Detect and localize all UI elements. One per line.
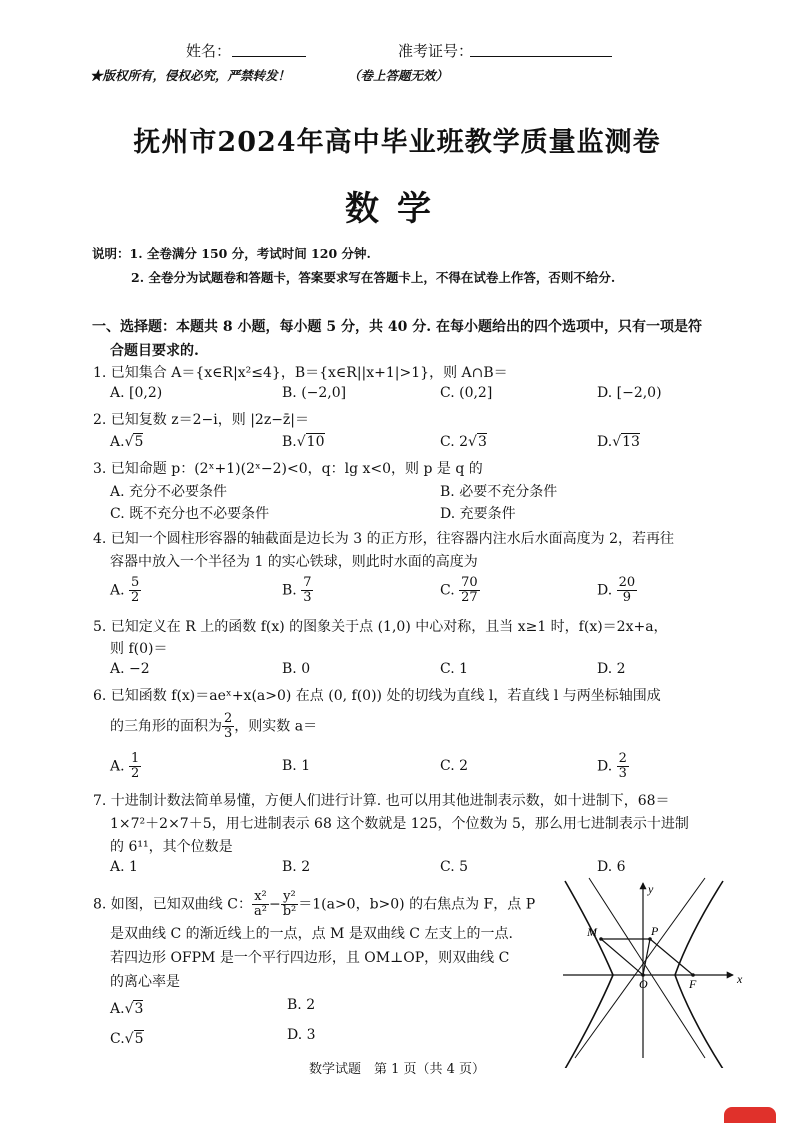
subject-title: 数学 (345, 189, 449, 229)
q8-option-a[interactable]: A.√3 (110, 1001, 144, 1017)
q3-stem: 3. 已知命题 p：(2ˣ+1)(2ˣ−2)<0，q：lg x<0，则 p 是 q 的 (93, 461, 483, 477)
label-o: O (639, 977, 648, 991)
section-heading-cont: 合题目要求的. (110, 343, 199, 359)
q2-option-d[interactable]: D.√13 (597, 434, 640, 450)
q4-option-c[interactable]: C. $\frac{70}{27}$ (440, 575, 478, 605)
q1-stem: 1. 已知集合 A＝{x∈R|x²≤4}，B＝{x∈R||x+1|>1}，则 A∩B＝ (93, 365, 508, 381)
segment-pf (650, 939, 693, 975)
exam-title: 抚州市2024年高中毕业班教学质量监测卷 (133, 127, 661, 158)
label-m: M (587, 925, 597, 939)
label-y: y (648, 882, 654, 896)
hyperbola-figure (555, 873, 755, 1068)
q2-option-c[interactable]: C. 2√3 (440, 434, 487, 450)
q6-option-c[interactable]: C. 2 (440, 758, 469, 774)
q2-option-a[interactable]: A.√5 (110, 434, 144, 450)
q7-option-b[interactable]: B. 2 (282, 859, 311, 875)
segment-op (643, 939, 650, 975)
instruction-1: 说明：1. 全卷满分 150 分，考试时间 120 分钟. (92, 246, 371, 261)
q8-stem: 8. 如图，已知双曲线 C： $\frac{\text{x²}}{\text{a²}}$ − $\frac{\text{y²}}{\text{b²}}$ ＝1(a>0，b>0) 的右焦点为 F，点 P (93, 889, 536, 919)
q7-stem-cont1: 1×7²＋2×7＋5，用七进制表示 68 这个数就是 125，个位数为 5，那么用七进制表示十进制 (110, 816, 689, 832)
q4-option-a[interactable]: A. $\frac{5}{2}$ (110, 575, 140, 605)
q1-option-c[interactable]: C. (0,2] (440, 385, 493, 401)
q8-option-c[interactable]: C.√5 (110, 1031, 144, 1047)
q3-option-a[interactable]: A. 充分不必要条件 (110, 484, 228, 500)
q4-stem: 4. 已知一个圆柱形容器的轴截面是边长为 3 的正方形，往容器内注水后水面高度为 2，若再往 (93, 531, 674, 547)
page-footer: 数学试题 第 1 页（共 4 页） (308, 1062, 486, 1077)
q6-stem-cont: 的三角形的面积为 $\frac{2}{3}$ ，则实数 a＝ (110, 711, 318, 741)
q5-option-b[interactable]: B. 0 (282, 661, 311, 677)
q6-option-d[interactable]: D. $\frac{2}{3}$ (597, 751, 627, 781)
answer-invalid-note: （卷上答题无效） (348, 68, 449, 83)
q8-option-b[interactable]: B. 2 (287, 997, 316, 1013)
q1-option-b[interactable]: B. (−2,0] (282, 385, 347, 401)
q8-stem-cont2: 若四边形 OFPM 是一个平行四边形，且 OM⊥OP，则双曲线 C (110, 950, 510, 966)
asymptote-2 (589, 878, 705, 1058)
exam-number-blank[interactable] (470, 42, 612, 57)
section-heading: 一、选择题：本题共 8 小题，每小题 5 分，共 40 分. 在每小题给出的四个选项中，只有一项是符 (92, 319, 702, 335)
q6-stem: 6. 已知函数 f(x)＝aeˣ+x(a>0) 在点 (0, f(0)) 处的切线为直线 l，若直线 l 与两坐标轴围成 (93, 688, 661, 704)
q8-stem-cont3: 的离心率是 (110, 974, 180, 990)
q4-option-b[interactable]: B. $\frac{7}{3}$ (282, 575, 312, 605)
q4-option-d[interactable]: D. $\frac{20}{9}$ (597, 575, 636, 605)
q2-option-b[interactable]: B.√10 (282, 434, 325, 450)
q1-option-d[interactable]: D. [−2,0) (597, 385, 662, 401)
q7-stem-cont2: 的 6¹¹，其个位数是 (110, 839, 233, 855)
q4-stem-cont: 容器中放入一个半径为 1 的实心铁球，则此时水面的高度为 (110, 554, 478, 570)
q6-option-b[interactable]: B. 1 (282, 758, 311, 774)
q3-option-c[interactable]: C. 既不充分也不必要条件 (110, 506, 270, 522)
q5-stem-cont: 则 f(0)＝ (110, 641, 168, 657)
name-label: 姓名： (186, 42, 232, 60)
q8-option-d[interactable]: D. 3 (287, 1027, 316, 1043)
label-f: F (689, 977, 697, 991)
q6-option-a[interactable]: A. $\frac{1}{2}$ (110, 751, 140, 781)
q2-stem: 2. 已知复数 z＝2−i，则 |2z−z̄|＝ (93, 412, 310, 428)
q5-option-c[interactable]: C. 1 (440, 661, 469, 677)
label-x: x (737, 972, 743, 986)
name-blank[interactable] (232, 42, 306, 57)
instruction-2: 2. 全卷分为试题卷和答题卡，答案要求写在答题卡上，不得在试卷上作答，否则不给分. (131, 270, 616, 285)
q5-stem: 5. 已知定义在 R 上的函数 f(x) 的图象关于点 (1,0) 中心对称，且当 x≥1 时，f(x)＝2x+a， (93, 619, 668, 635)
q5-option-d[interactable]: D. 2 (597, 661, 626, 677)
q3-option-b[interactable]: B. 必要不充分条件 (440, 484, 558, 500)
q7-option-d[interactable]: D. 6 (597, 859, 626, 875)
copyright-notice: ★版权所有，侵权必究，严禁转发！ (90, 68, 291, 83)
q8-stem-cont1: 是双曲线 C 的渐近线上的一点，点 M 是双曲线 C 左支上的一点. (110, 926, 513, 942)
q7-option-c[interactable]: C. 5 (440, 859, 469, 875)
q1-option-a[interactable]: A. [0,2) (110, 385, 163, 401)
segment-om (601, 939, 643, 975)
q7-stem: 7. 十进制计数法简单易懂，方便人们进行计算. 也可以用其他进制表示数，如十进制下，68＝ (93, 793, 670, 809)
label-p: P (651, 924, 659, 938)
corner-badge (724, 1107, 776, 1123)
q3-option-d[interactable]: D. 充要条件 (440, 506, 516, 522)
q5-option-a[interactable]: A. −2 (110, 661, 150, 677)
q7-option-a[interactable]: A. 1 (110, 859, 138, 875)
point-m (599, 937, 603, 941)
exam-number-label: 准考证号： (398, 42, 474, 60)
